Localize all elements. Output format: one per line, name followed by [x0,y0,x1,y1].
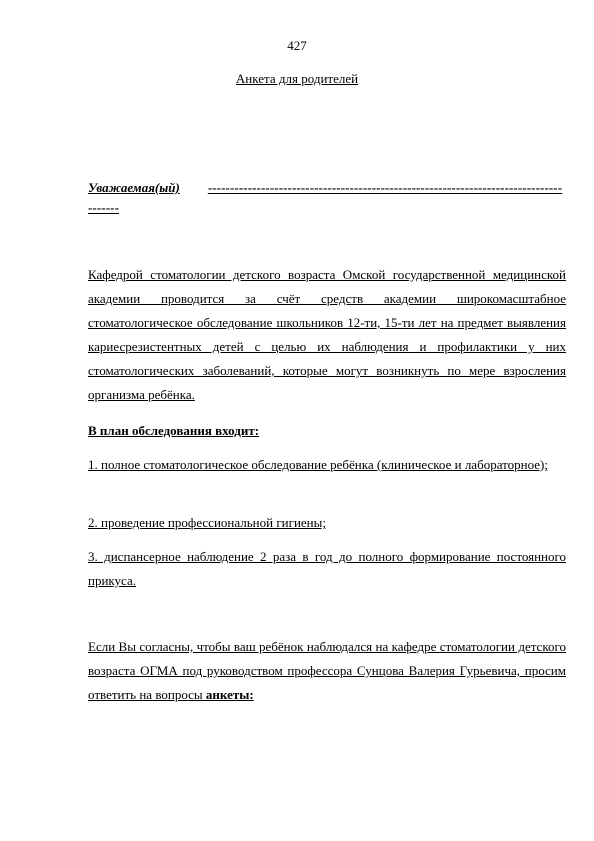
plan-item-3: 3. диспансерное наблюдение 2 раза в год до полного формирование постоянного прикуса. [88,549,566,588]
closing-text: Если Вы согласны, чтобы ваш ребёнок наблюдался на кафедре стоматологии детского возраста ОГМА под руководством профессора Сунцова Валерия Гурьевича, просим ответить на вопросы [88,639,566,702]
intro-paragraph: Кафедрой стоматологии детского возраста Омской государственной медицинской академии проводится за счёт средств академии широкомасштабное стоматологическое обследование школьников 12-ти, 15-ти лет на предмет выявления кариесрезистентных детей с целью их наблюдения и профилактики у них стоматологических заболеваний, которые могут возникнуть по мере взросления организма ребёнка. [88,267,566,402]
greeting-dashes: --------------------------------------------------------------------------------------- [88,180,563,215]
plan-heading: В план обследования входит: [88,423,260,438]
greeting-label: Уважаемая(ый) [88,180,180,195]
page-number: 427 [287,38,307,53]
greeting-line [88,178,566,218]
plan-item-2: 2. проведение профессиональной гигиены; [88,515,326,530]
plan-item-1: 1. полное стоматологическое обследование ребёнка (клиническое и лабораторное); [88,457,548,472]
closing-bold: анкеты: [205,687,254,702]
document-title: Анкета для родителей [235,71,359,86]
closing-paragraph [88,635,566,707]
